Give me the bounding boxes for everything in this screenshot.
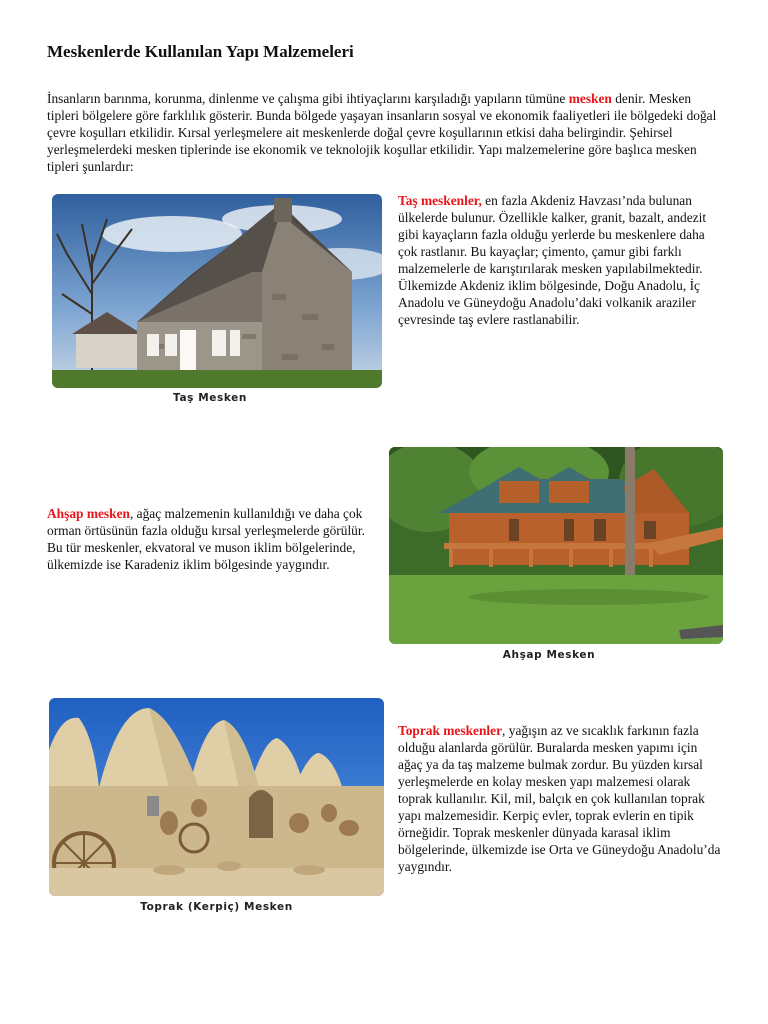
wooden-house-term: Ahşap mesken [47,506,130,521]
earth-house-photo [49,698,384,896]
stone-house-paragraph [398,192,722,328]
stone-house-text: en fazla Akdeniz Havzası’nda bulunan ülkelerde bulunur. Özellikle kalker, granit, bazalt, andezit gibi kayaçların fazla olduğu yerlerde bu meskenlere daha çok rastlanır. Bu kayaçlar; çimento, çamur gibi farklı malzemelerle de karıştırılarak mesken yapılabilmektedir. Ülkemizde Akdeniz iklim bölgesinde, Doğu Anadolu, İç Anadolu ve Güneydoğu Anadolu’daki volkanik araziler çevresinde taş evlere rastlanabilir. [398,193,707,327]
stone-house-photo [52,194,382,388]
stone-house-caption: Taş Mesken [173,392,247,404]
stone-house-term: Taş meskenler, [398,193,482,208]
wooden-house-text: , ağaç malzemenin kullanıldığı ve daha çok orman örtüsünün fazla olduğu kırsal yerleşmelerde görülür. Bu tür meskenler, ekvatoral ve muson iklim bölgelerinde, ülkemizde ise Karadeniz iklim bölgesinde yaygındır. [47,506,365,572]
earth-house-paragraph [398,722,724,875]
wooden-house-caption: Ahşap Mesken [502,649,596,661]
intro-text-end: denir. Mesken tipleri bölgelere göre farklılık gösterir. Bunda bölgede yaşayan insanların sosyal ve ekonomik faaliyetleri ile bölgedeki doğal çevre koşulları etkilidir. Kırsal yerleşmelere ait meskenlerde doğal çevre koşullarının etkisi daha belirgindir. Şehirsel yerleşmelerdeki mesken tiplerinde ise ekonomik ve teknolojik koşullar etkilidir. Yapı malzemelerine göre başlıca mesken tipleri şunlardır: [47,91,717,174]
earth-house-term: Toprak meskenler [398,723,503,738]
earth-house-caption: Toprak (Kerpiç) Mesken [140,901,293,913]
wooden-house-photo [389,447,723,644]
earth-house-text: , yağışın az ve sıcaklık farkının fazla olduğu alanlarda görülür. Buralarda mesken yapımı için ağaç ya da taş malzeme bulmak zordur. Bu yüzden kırsal yerleşmelerde en kolay mesken yapı malzemesi olarak toprak kullanılır. Kil, mil, balçık en çok kullanılan toprak yapı malzemesidir. Kerpiç evler, toprak evlerin en tipik örneğidir. Toprak meskenler dünyada karasal iklim bölgelerinde, ülkemizde ise Orta ve Güneydoğu Anadolu’da yaygındır. [398,723,721,874]
wooden-house-paragraph [47,505,367,573]
intro-paragraph [47,90,719,175]
intro-text-start: İnsanların barınma, korunma, dinlenme ve çalışma gibi ihtiyaçlarını karşıladığı yapıların tümüne [47,91,569,106]
page-title: Meskenlerde Kullanılan Yapı Malzemeleri [47,42,354,61]
intro-highlight-mesken: mesken [568,91,612,106]
